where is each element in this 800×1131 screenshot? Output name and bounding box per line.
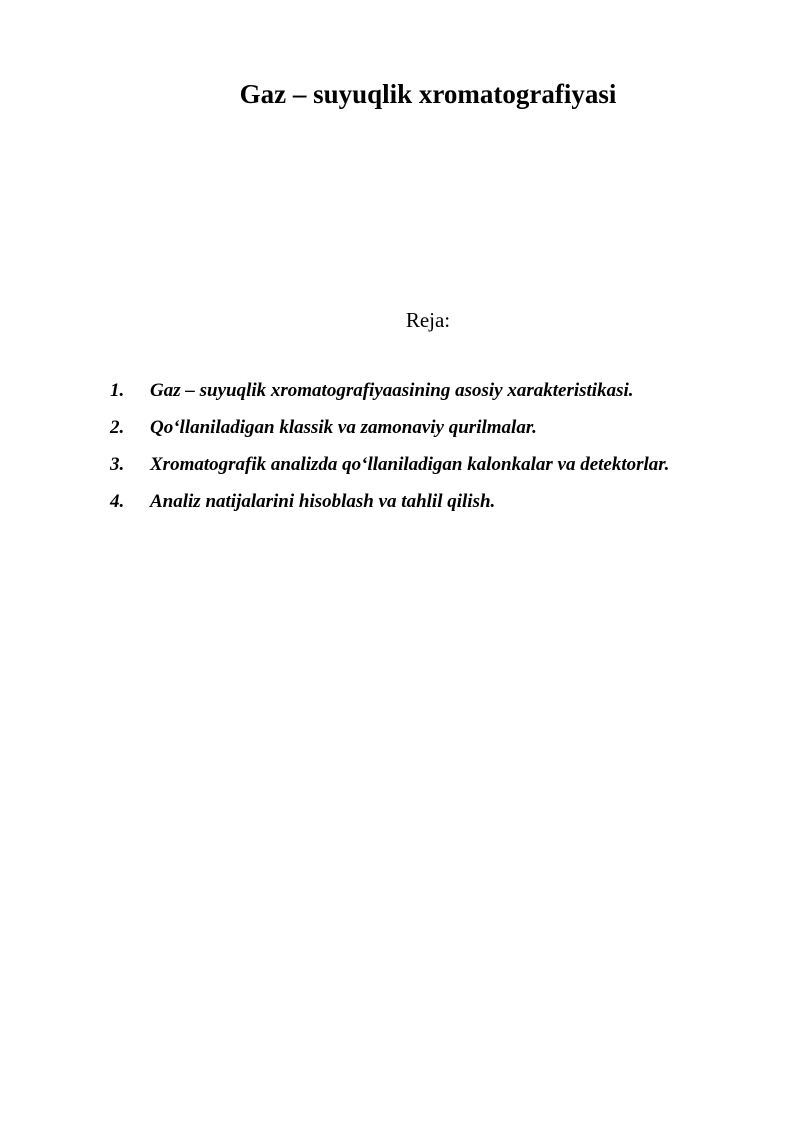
plan-item-1 <box>110 377 790 414</box>
plan-item-text: Qo‘llaniladigan klassik va zamonaviy qurilmalar. <box>150 417 537 438</box>
plan-item-number: 3. <box>110 454 125 475</box>
plan-item-2 <box>110 414 790 451</box>
plan-item-text: Xromatografik analizda qo‘llaniladigan kalonkalar va detektorlar. <box>150 454 670 475</box>
plan-item-text: Gaz – suyuqlik xromatografiyaasining asosiy xarakteristikasi. <box>150 380 634 401</box>
plan-item-number: 4. <box>110 491 125 512</box>
plan-item-number: 2. <box>110 417 125 438</box>
plan-item-number: 1. <box>110 380 125 401</box>
plan-item-text: Analiz natijalarini hisoblash va tahlil qilish. <box>150 491 496 512</box>
plan-item-4 <box>110 488 790 525</box>
document-title: Gaz – suyuqlik xromatografiyasi <box>239 79 617 109</box>
plan-heading: Reja: <box>405 308 451 332</box>
plan-item-3 <box>110 451 790 488</box>
plan-list <box>110 377 790 525</box>
